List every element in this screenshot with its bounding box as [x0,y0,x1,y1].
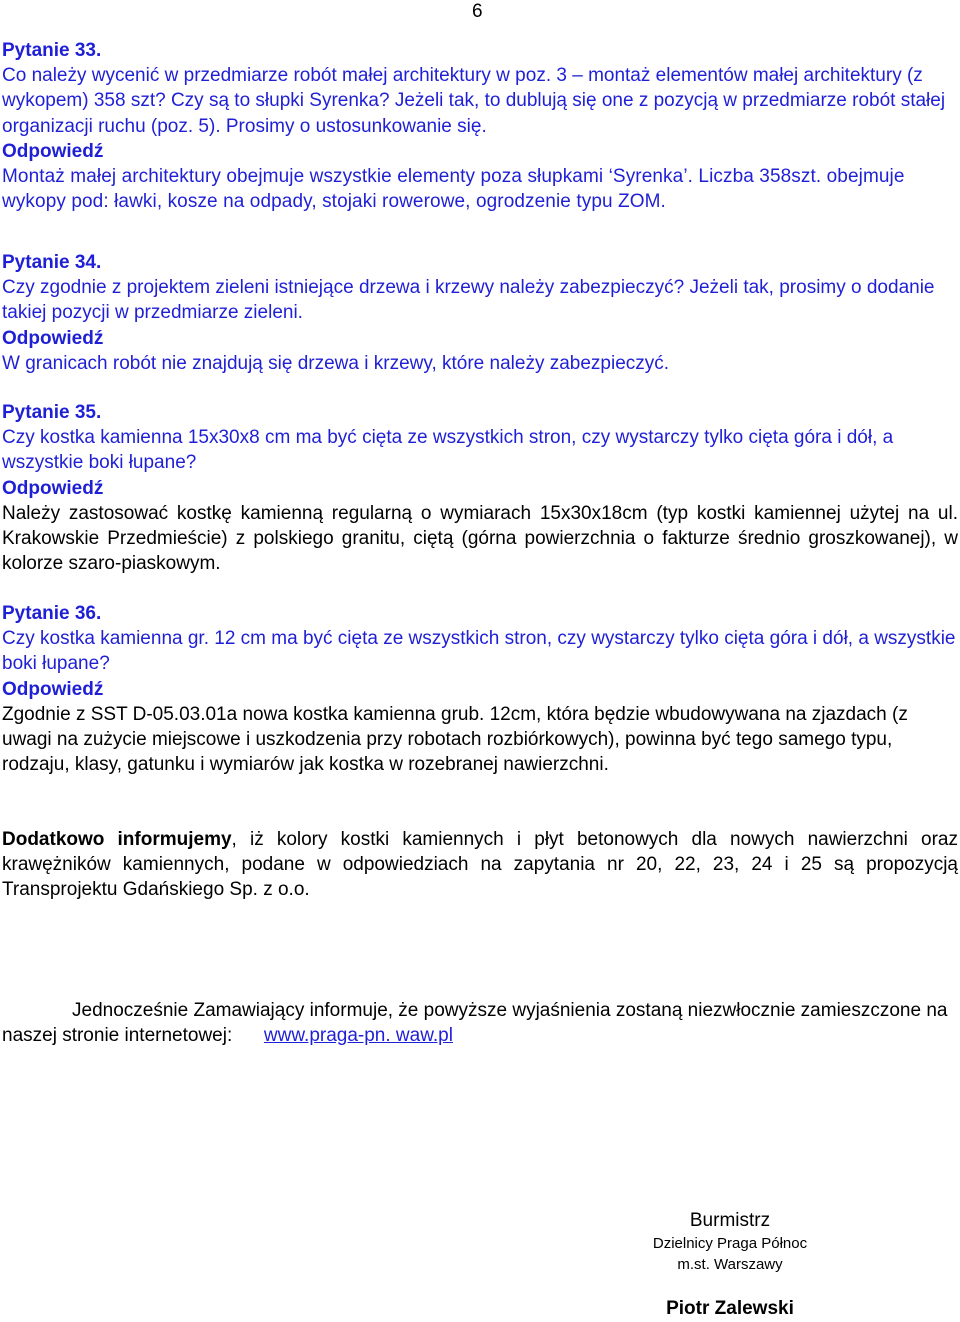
question-36-answer-label: Odpowiedź [2,678,104,700]
additional-info [2,827,958,903]
question-33-answer: Montaż małej architektury obejmuje wszystkie elementy poza słupkami ‘Syrenka’. Liczba 358szt. obejmuje wykopy pod: ławki, kosze na odpady, stojaki rowerowe, ogrodzenie typu ZOM. [2,166,905,213]
additional-info-lead: Dodatkowo informujemy [2,829,232,850]
website-link[interactable]: www.praga-pn. waw.pl [263,1025,453,1047]
question-36-answer: Zgodnie z SST D-05.03.01a nowa kostka kamienna grub. 12cm, która będzie wbudowywana na zjazdach (z uwagi na zużycie miejscowe i uszkodzenia przy robotach rozbiórkowych), powinna być tego samego typu, rodzaju, klasy, gatunku i wymiarów jak kostka w rozebranej nawierzchni. [2,703,908,776]
question-33-text: Co należy wycenić w przedmiarze robót małej architektury w poz. 3 – montaż elementów małej architektury (z wykopem) 358 szt? Czy są to słupki Syrenka? Jeżeli tak, to dublują się one z pozycją w przedmiarze robót stałej organizacji ruchu (poz. 5). Prosimy o ustosunkowanie się. [2,65,946,137]
question-34-section [2,250,958,376]
question-36-text: Czy kostka kamienna gr. 12 cm ma być cięta ze wszystkich stron, czy wystarczy tylko cięta góra i dół, a wszystkie boki łupane? [2,628,956,675]
question-35-section [2,400,958,576]
question-35-answer-label: Odpowiedź [2,477,104,499]
question-34-answer: W granicach robót nie znajdują się drzewa i krzewy, które należy zabezpieczyć. [2,352,670,374]
question-34-heading: Pytanie 34. [2,252,102,273]
publication-notice [2,998,958,1048]
question-36-section [2,601,958,777]
question-34-text: Czy zgodnie z projektem zieleni istniejące drzewa i krzewy należy zabezpieczyć? Jeżeli tak, prosimy o dodanie takiej pozycji w przedmiarze zieleni. [2,277,935,324]
signature-block [600,1208,860,1322]
signature-district: Dzielnicy Praga Północ [652,1235,808,1252]
question-33-answer-label: Odpowiedź [2,140,104,162]
signature-title: Burmistrz [689,1210,771,1231]
signature-name: Piotr Zalewski [666,1298,794,1319]
question-35-heading: Pytanie 35. [2,402,102,423]
question-33-heading: Pytanie 33. [2,40,102,61]
question-35-answer: Należy zastosować kostkę kamienną regularną o wymiarach 15x30x18cm (typ kostki kamiennej użytej na ul. Krakowskie Przedmieście) z polskiego granitu, ciętą (górna powierzchnia o fakturze średnio groszkowanej), w kolorze szaro-piaskowym. [2,502,958,575]
question-36-heading: Pytanie 36. [2,603,102,624]
question-35-text: Czy kostka kamienna 15x30x8 cm ma być cięta ze wszystkich stron, czy wystarczy tylko cięta góra i dół, a wszystkie boki łupane? [2,427,894,474]
page-number: 6 [472,1,483,22]
publication-notice-text: Jednocześnie Zamawiający informuje, że powyższe wyjaśnienia zostaną niezwłocznie zamieszczone na naszej stronie internetowej: [2,1000,948,1047]
question-33-section [2,38,958,214]
question-34-answer-label: Odpowiedź [2,327,104,349]
additional-info-text: , iż kolory kostki kamiennych i płyt betonowych dla nowych nawierzchni oraz krawężników kamiennych, podane w odpowiedziach na zapytania nr 20, 22, 23, 24 i 25 są propozycją Transprojektu Gdańskiego Sp. z o.o. [2,829,958,901]
signature-city: m.st. Warszawy [677,1256,783,1273]
